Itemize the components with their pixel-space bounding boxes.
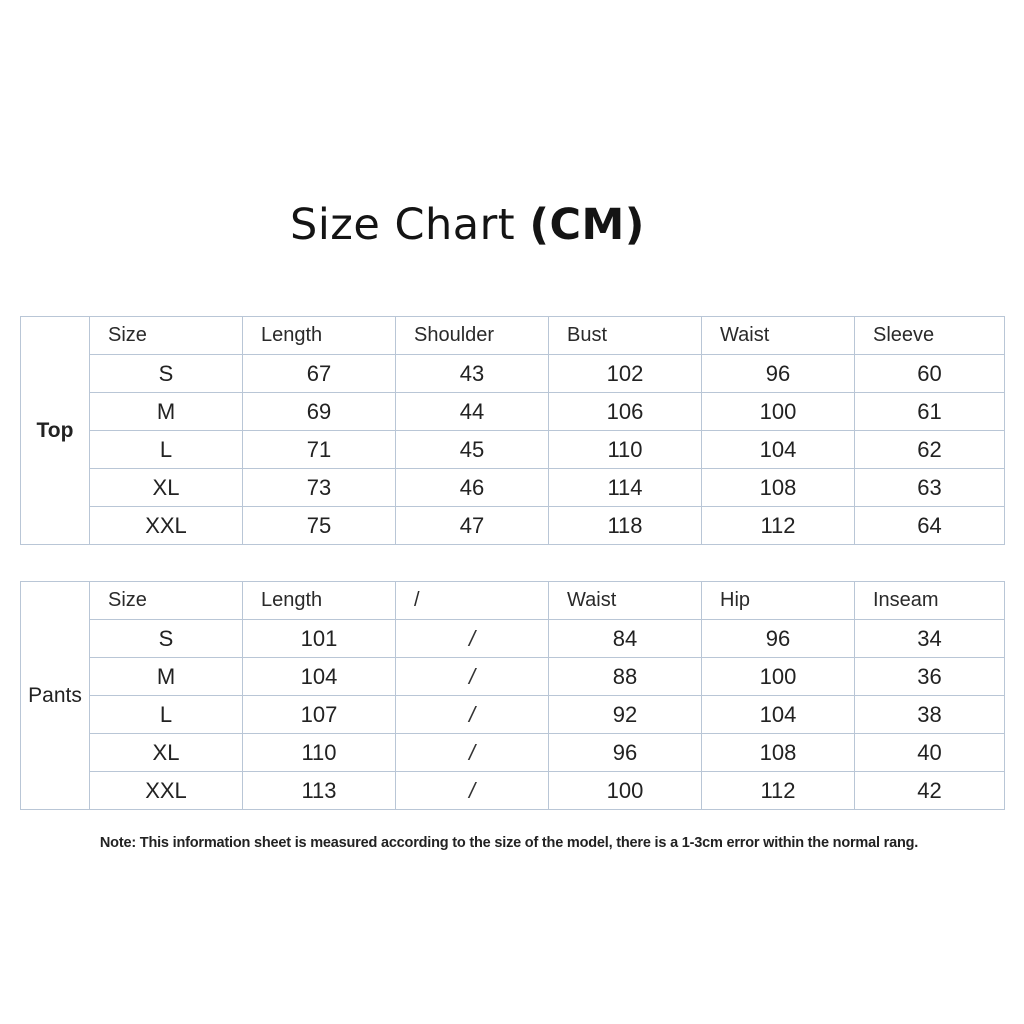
top-column-header: Waist	[702, 317, 855, 355]
top-value-cell: 104	[702, 431, 855, 469]
pants-column-header: /	[396, 582, 549, 620]
top-table-body	[21, 317, 1005, 545]
pants-value-cell: 100	[702, 658, 855, 696]
pants-column-header: Length	[243, 582, 396, 620]
pants-value-cell: 112	[702, 772, 855, 810]
top-value-cell: 67	[243, 355, 396, 393]
top-table-row	[21, 431, 1005, 469]
top-column-header: Size	[90, 317, 243, 355]
top-value-cell: 62	[855, 431, 1005, 469]
top-column-header: Sleeve	[855, 317, 1005, 355]
top-size-cell: XXL	[90, 507, 243, 545]
pants-value-cell: /	[396, 696, 549, 734]
pants-table-row	[21, 658, 1005, 696]
pants-value-cell: 88	[549, 658, 702, 696]
top-value-cell: 45	[396, 431, 549, 469]
measurement-note: Note: This information sheet is measured according to the size of the model, there is a 1-3cm error within the normal rang.	[99, 835, 919, 851]
top-value-cell: 43	[396, 355, 549, 393]
pants-size-table	[20, 581, 1005, 810]
pants-value-cell: 92	[549, 696, 702, 734]
top-size-cell: S	[90, 355, 243, 393]
pants-table-row	[21, 734, 1005, 772]
pants-value-cell: 113	[243, 772, 396, 810]
pants-value-cell: 34	[855, 620, 1005, 658]
pants-column-header: Hip	[702, 582, 855, 620]
pants-size-cell: M	[90, 658, 243, 696]
top-value-cell: 96	[702, 355, 855, 393]
top-value-cell: 112	[702, 507, 855, 545]
top-table-row	[21, 355, 1005, 393]
top-value-cell: 46	[396, 469, 549, 507]
top-value-cell: 64	[855, 507, 1005, 545]
pants-table-body	[21, 582, 1005, 810]
pants-value-cell: 38	[855, 696, 1005, 734]
pants-size-cell: L	[90, 696, 243, 734]
pants-value-cell: /	[396, 658, 549, 696]
top-value-cell: 106	[549, 393, 702, 431]
top-column-header: Shoulder	[396, 317, 549, 355]
pants-size-cell: XXL	[90, 772, 243, 810]
top-value-cell: 44	[396, 393, 549, 431]
pants-value-cell: 36	[855, 658, 1005, 696]
top-value-cell: 110	[549, 431, 702, 469]
top-value-cell: 75	[243, 507, 396, 545]
top-size-table	[20, 316, 1005, 545]
pants-value-cell: 96	[549, 734, 702, 772]
pants-table-row	[21, 620, 1005, 658]
top-value-cell: 102	[549, 355, 702, 393]
top-value-cell: 100	[702, 393, 855, 431]
title-unit: (CM)	[529, 200, 645, 250]
top-value-cell: 73	[243, 469, 396, 507]
pants-value-cell: /	[396, 772, 549, 810]
top-value-cell: 61	[855, 393, 1005, 431]
pants-value-cell: 100	[549, 772, 702, 810]
top-value-cell: 63	[855, 469, 1005, 507]
pants-value-cell: 84	[549, 620, 702, 658]
pants-size-cell: XL	[90, 734, 243, 772]
top-value-cell: 47	[396, 507, 549, 545]
top-value-cell: 118	[549, 507, 702, 545]
pants-size-cell: S	[90, 620, 243, 658]
top-column-header: Bust	[549, 317, 702, 355]
top-size-cell: XL	[90, 469, 243, 507]
pants-value-cell: 96	[702, 620, 855, 658]
pants-value-cell: 107	[243, 696, 396, 734]
top-table-row	[21, 507, 1005, 545]
top-value-cell: 108	[702, 469, 855, 507]
top-size-cell: M	[90, 393, 243, 431]
pants-column-header: Size	[90, 582, 243, 620]
top-size-cell: L	[90, 431, 243, 469]
top-header-row	[21, 317, 1005, 355]
pants-value-cell: 110	[243, 734, 396, 772]
pants-table-row	[21, 772, 1005, 810]
pants-header-row	[21, 582, 1005, 620]
top-group-label: Top	[21, 317, 90, 545]
pants-value-cell: 108	[702, 734, 855, 772]
pants-value-cell: /	[396, 734, 549, 772]
top-value-cell: 60	[855, 355, 1005, 393]
page-title	[0, 200, 935, 250]
pants-column-header: Inseam	[855, 582, 1005, 620]
pants-value-cell: /	[396, 620, 549, 658]
pants-value-cell: 40	[855, 734, 1005, 772]
pants-group-label: Pants	[21, 582, 90, 810]
top-value-cell: 69	[243, 393, 396, 431]
title-text: Size Chart	[290, 200, 516, 250]
top-value-cell: 71	[243, 431, 396, 469]
top-table-row	[21, 469, 1005, 507]
pants-value-cell: 42	[855, 772, 1005, 810]
pants-column-header: Waist	[549, 582, 702, 620]
pants-value-cell: 104	[702, 696, 855, 734]
top-value-cell: 114	[549, 469, 702, 507]
top-table-row	[21, 393, 1005, 431]
pants-value-cell: 104	[243, 658, 396, 696]
pants-value-cell: 101	[243, 620, 396, 658]
pants-table-row	[21, 696, 1005, 734]
top-column-header: Length	[243, 317, 396, 355]
